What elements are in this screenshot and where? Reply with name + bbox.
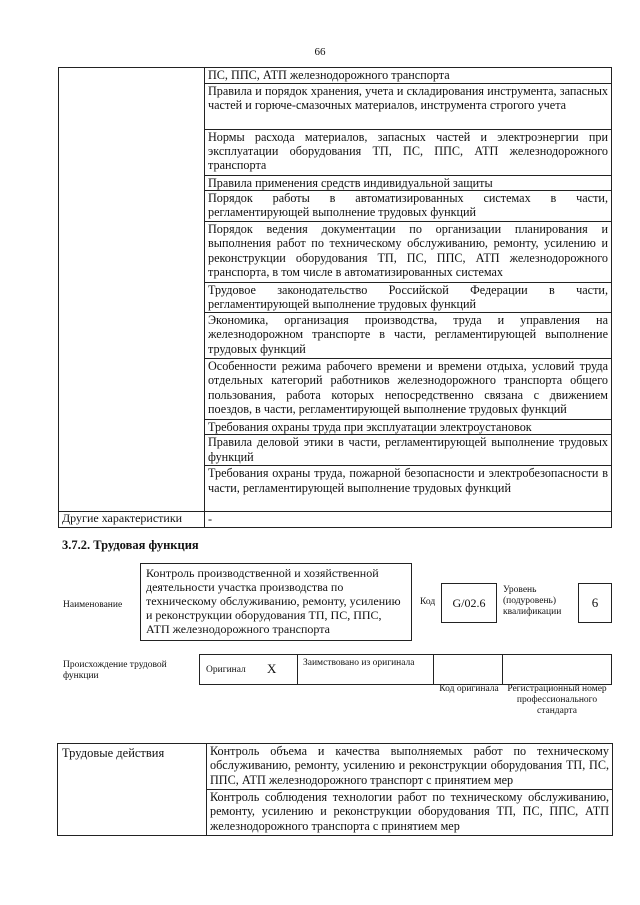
code-original-box [433,654,503,685]
section-heading: 3.7.2. Трудовая функция [62,538,199,552]
other-characteristics-label: Другие характеристики [59,512,205,527]
knowledge-item: Правила применения средств индивидуальной защиты [205,176,612,191]
labor-actions-table [57,743,613,836]
borrowed-box: Заимствовано из оригинала [297,654,434,685]
labor-actions-label: Трудовые действия [58,744,207,836]
knowledge-item: Нормы расхода материалов, запасных частей и электроэнергии при эксплуатации оборудования ТП, ПС, ППС, АТП железнодорожного транспорта [205,130,612,176]
level-value: 6 [578,583,612,623]
labor-action-item: Контроль соблюдения технологии работ по техническому обслуживанию, ремонту, усилению и реконструкции оборудования ТП, ПС, ППС, АТП железнодорожного транспорта с принятием мер [207,790,613,836]
page-number: 66 [314,46,326,58]
reg-number-caption: Регистрационный номер профессионального стандарта [507,684,607,716]
reg-number-box [502,654,612,685]
knowledge-item: Требования охраны труда при эксплуатации электроустановок [205,420,612,435]
knowledge-item: Порядок работы в автоматизированных системах в части, регламентирующей выполнение трудовых функций [205,191,612,222]
knowledge-item: Трудовое законодательство Российской Федерации в части, регламентирующей выполнение трудовых функций [205,283,612,313]
knowledge-item: Правила деловой этики в части, регламентирующей выполнение трудовых функций [205,435,612,466]
code-value: G/02.6 [441,583,497,623]
function-name: Контроль производственной и хозяйственной деятельности участка производства по техническому обслуживанию, ремонту, усилению и реконструкции оборудования ТП, ПС, ППС, АТП железнодорожного транспорта [140,563,412,641]
knowledge-item: Правила и порядок хранения, учета и складирования инструмента, запасных частей и горюче-смазочных материалов, инструмента строгого учета [205,84,612,130]
name-label: Наименование [63,600,123,610]
level-label: Уровень (подуровень) квалификации [503,585,562,617]
original-box [199,654,298,685]
code-original-caption: Код оригинала [439,684,499,694]
code-label: Код [420,597,436,607]
knowledge-label-cell [59,68,205,512]
knowledge-item: Особенности режима рабочего времени и времени отдыха, условий труда отдельных категорий работников железнодорожного транспорта общего пользования, работа которых непосредственно связана с движением поездов, в части, регламентирующей выполнение трудовых функций [205,359,612,420]
origin-label: Происхождение трудовой функции [63,660,167,681]
knowledge-item: Требования охраны труда, пожарной безопасности и электробезопасности в части, регламентирующей выполнение трудовых функций [205,466,612,512]
original-mark: X [267,661,277,676]
knowledge-table [58,67,612,528]
knowledge-item: Экономика, организация производства, труда и управления на железнодорожном транспорте в части, регламентирующей выполнение трудовых функций [205,313,612,359]
labor-action-item: Контроль объема и качества выполняемых работ по техническому обслуживанию, ремонту, усилению и реконструкции оборудования ТП, ПС, ППС, АТП железнодорожного транспорт с принятием мер [207,744,613,790]
knowledge-item: ПС, ППС, АТП железнодорожного транспорта [205,68,612,84]
knowledge-item: Порядок ведения документации по организации планирования и выполнения работ по техническому обслуживанию, ремонту, усилению и реконструкции оборудования ТП, ПС, ППС, АТП железнодорожного транспорта, в том числе в автоматизированных системах [205,222,612,283]
original-label: Оригинал [206,665,246,675]
other-characteristics-value: - [205,512,612,527]
